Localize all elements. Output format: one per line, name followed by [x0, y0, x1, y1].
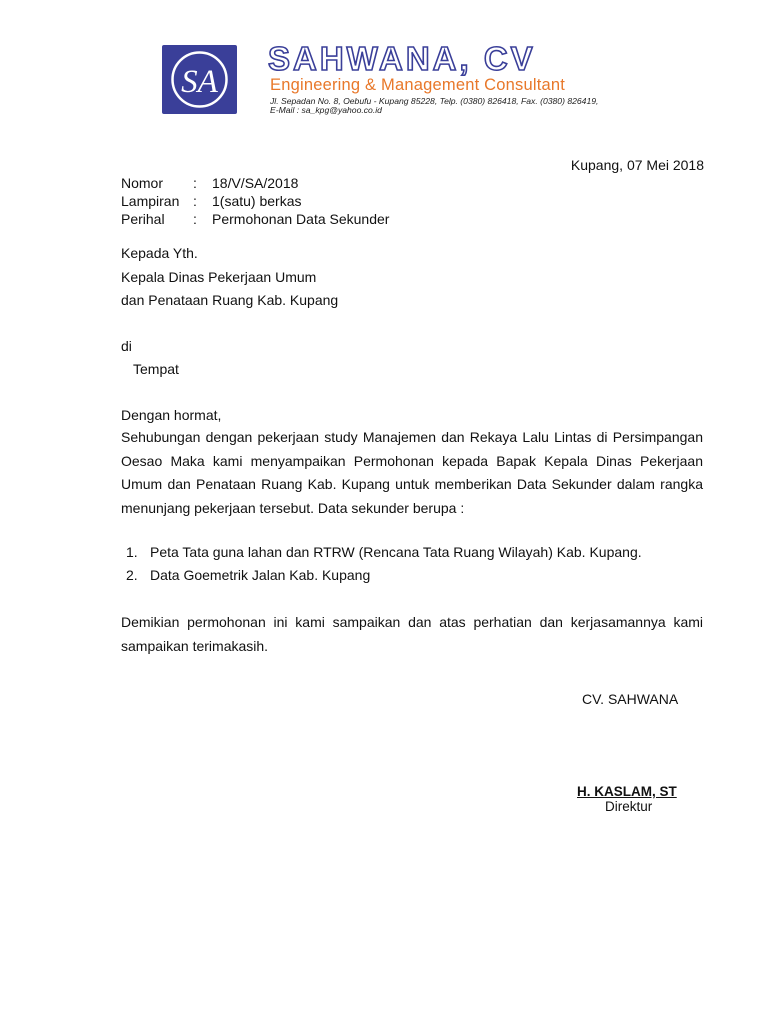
logo-letters: SA: [181, 64, 218, 100]
meta-value: 1(satu) berkas: [212, 193, 302, 209]
company-name: SAHWANA, CV: [268, 40, 536, 77]
closing-paragraph: Demikian permohonan ini kami sampaikan dan atas perhatian dan kerjasamannya kami sampaikan terimakasih.: [121, 614, 703, 654]
meta-label: Perihal: [121, 211, 165, 227]
meta-value: Permohonan Data Sekunder: [212, 211, 390, 227]
list-item: [121, 564, 703, 587]
list-number: 2.: [126, 567, 138, 583]
signature-title: Direktur: [605, 799, 653, 814]
meta-label: Lampiran: [121, 193, 180, 209]
meta-colon: :: [193, 175, 197, 191]
list-text: Data Goemetrik Jalan Kab. Kupang: [150, 567, 371, 583]
company-address: Jl. Sepadan No. 8, Oebufu - Kupang 85228, Telp. (0380) 826418, Fax. (0380) 826419,: [270, 96, 599, 106]
meta-colon: :: [193, 211, 197, 227]
recipient-line: dan Penataan Ruang Kab. Kupang: [121, 292, 339, 308]
meta-row-nomor: [121, 175, 298, 192]
recipient-salutation: Kepada Yth.: [121, 245, 198, 261]
meta-label: Nomor: [121, 175, 164, 191]
place-date: Kupang, 07 Mei 2018: [570, 157, 704, 173]
list-text: Peta Tata guna lahan dan RTRW (Rencana Tata Ruang Wilayah) Kab. Kupang.: [150, 544, 642, 560]
meta-row-lampiran: [121, 193, 301, 210]
recipient-line: Kepala Dinas Pekerjaan Umum: [121, 269, 317, 285]
company-logo: [162, 45, 237, 114]
signature-name: H. KASLAM, ST: [577, 784, 677, 799]
company-tagline: Engineering & Management Consultant: [270, 76, 566, 94]
recipient-di: di: [121, 338, 132, 354]
meta-value: 18/V/SA/2018: [212, 175, 299, 191]
list-item: [121, 541, 703, 564]
logo-emblem: [162, 45, 237, 114]
company-email: E-Mail : sa_kpg@yahoo.co.id: [270, 105, 382, 115]
greeting: Dengan hormat,: [121, 407, 222, 423]
data-list: [121, 541, 703, 587]
list-number: 1.: [126, 544, 138, 560]
body-paragraph: Sehubungan dengan pekerjaan study Manajemen dan Rekaya Lalu Lintas di Persimpangan Oesao Maka kami menyampaikan Permohonan kepada Bapak Kepala Dinas Pekerjaan Umum dan Penataan Ruang Kab. Kupang untuk memberikan Data Sekunder dalam rangka menunjang pekerjaan tersebut. Data sekunder berupa :: [121, 429, 703, 516]
recipient-tempat: Tempat: [133, 361, 179, 377]
meta-row-perihal: [121, 211, 389, 228]
signature-company: CV. SAHWANA: [582, 691, 679, 707]
meta-colon: :: [193, 193, 197, 209]
